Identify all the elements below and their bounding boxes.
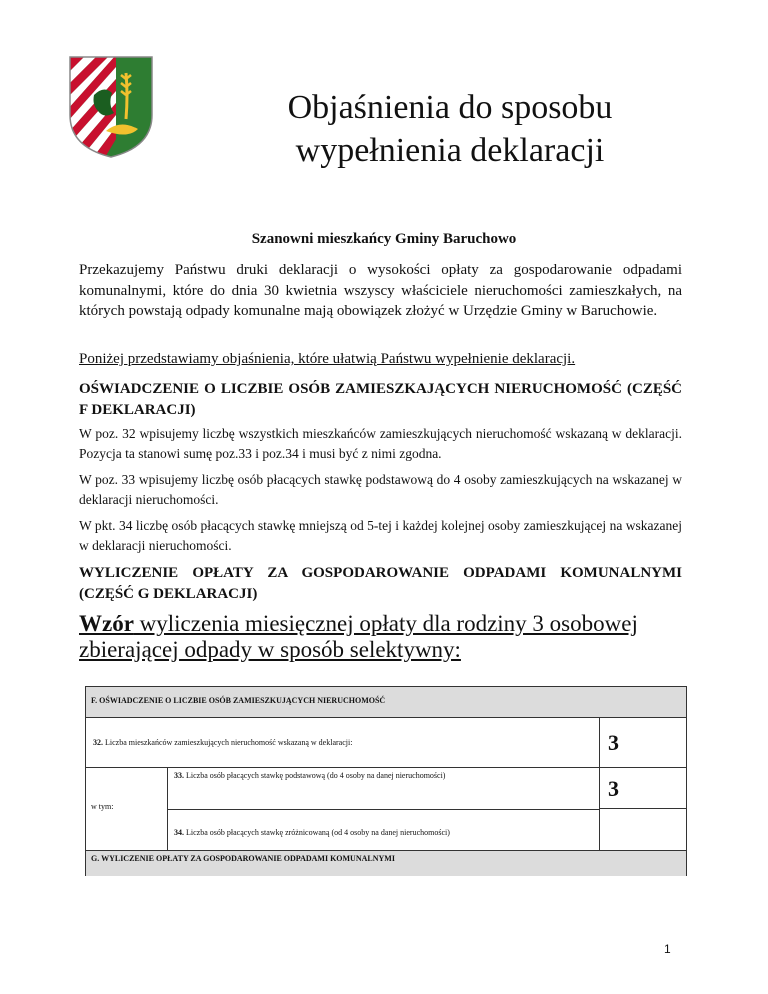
w-tym-label: w tym:: [91, 802, 114, 811]
gmina-baruchowo-crest-logo: [68, 55, 154, 159]
row-32-value-cell: [600, 718, 686, 768]
greeting-heading: Szanowni mieszkańcy Gminy Baruchowo: [251, 231, 517, 247]
row-34-number: 34.: [174, 828, 184, 837]
row-34-value-cell: [600, 809, 686, 850]
w-tym-cell: [86, 768, 168, 850]
row-32-label-cell: [86, 718, 600, 768]
example-heading-bold: Wzór: [79, 611, 134, 636]
section-f-heading: OŚWIADCZENIE O LICZBIE OSÓB ZAMIESZKAJĄCYCH NIERUCHOMOŚĆ (CZĘŚĆ F DEKLARACJI): [79, 381, 682, 418]
title-line-1: Objaśnienia do sposobu: [287, 89, 613, 126]
row-32-number: 32.: [93, 738, 103, 747]
row-33-number: 33.: [174, 771, 184, 780]
example-heading: [79, 611, 684, 663]
row-34-label: Liczba osób płacących stawkę zróżnicowaną (od 4 osoby na danej nieruchomości): [184, 828, 450, 837]
row-34-label-cell: [168, 809, 600, 850]
row-33-label: Liczba osób płacących stawkę podstawową (do 4 osoby na danej nieruchomości): [184, 771, 446, 780]
page-number: 1: [664, 942, 671, 956]
poz32-paragraph: W poz. 32 wpisujemy liczbę wszystkich mieszkańców zamieszkujących nieruchomość wskazaną w deklaracji. Pozycja ta stanowi sumę poz.33 i poz.34 i musi być z nimi zgodna.: [79, 426, 682, 461]
lead-paragraph: Poniżej przedstawiamy objaśnienia, które ułatwią Państwu wypełnienie deklaracji.: [79, 351, 576, 367]
row-33-label-cell: [168, 768, 600, 809]
intro-paragraph: Przekazujemy Państwu druki deklaracji o wysokości opłaty za gospodarowanie odpadami komunalnymi, które do dnia 30 kwietnia wszyscy właściciele nieruchomości zamieszkałych, na których powstają odpady komunalne mają obowiązek złożyć w Urzędzie Gminy w Baruchowie.: [79, 262, 682, 319]
row-33-value-cell: [600, 768, 686, 809]
section-g-heading: WYLICZENIE OPŁATY ZA GOSPODAROWANIE ODPADAMI KOMUNALNYMI (CZĘŚĆ G DEKLARACJI): [79, 565, 682, 602]
declaration-form-excerpt: [85, 686, 687, 876]
row-33-value: 3: [608, 776, 619, 801]
example-heading-rest: wyliczenia miesięcznej opłaty dla rodziny 3 osobowej zbierającej odpady w sposób selektywny:: [79, 611, 638, 662]
title-line-2: wypełnienia deklaracji: [295, 132, 605, 169]
poz34-paragraph: W pkt. 34 liczbę osób płacących stawkę mniejszą od 5-tej i każdej kolejnej osoby zamieszkującej na wskazanej w deklaracji nieruchomości.: [79, 518, 682, 553]
form-section-g-header: G. WYLICZENIE OPŁATY ZA GOSPODAROWANIE ODPADAMI KOMUNALNYMI: [86, 850, 686, 876]
page-title: [180, 86, 720, 172]
form-section-f-header: F. OŚWIADCZENIE O LICZBIE OSÓB ZAMIESZKUJĄCYCH NIERUCHOMOŚĆ: [86, 687, 686, 718]
poz33-paragraph: W poz. 33 wpisujemy liczbę osób płacących stawkę podstawową do 4 osoby zamieszkujących na wskazanej w deklaracji nieruchomości.: [79, 472, 682, 507]
row-32-label: Liczba mieszkańców zamieszkujących nieruchomość wskazaną w deklaracji:: [103, 738, 353, 747]
row-32-value: 3: [608, 730, 619, 755]
